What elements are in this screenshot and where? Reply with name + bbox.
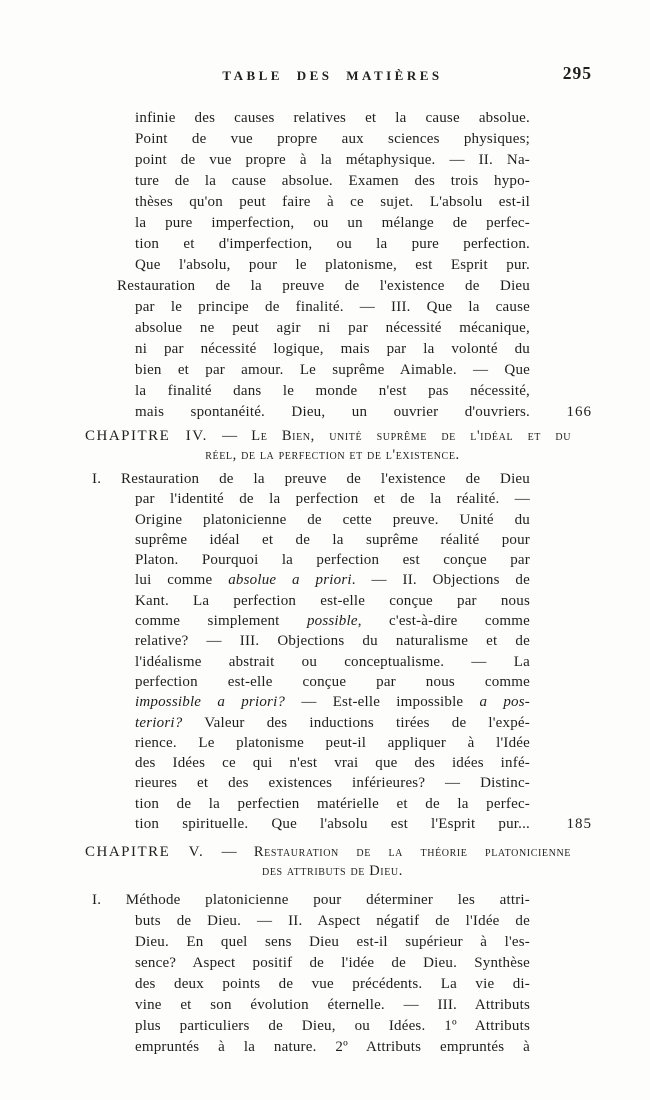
chapter-title: Le Bien, unité suprême de l'idéal et du: [251, 428, 572, 444]
toc-continuation-paragraph: [117, 108, 592, 423]
toc-line: rience. Le platonisme peut-il appliquer à l'Idée: [135, 734, 530, 751]
chapter-5-section-paragraph: [92, 890, 530, 1058]
toc-line-section-start: I. Méthode platonicienne pour déterminer les attri-: [92, 892, 530, 909]
chapter-title: Restauration de la théorie platonicienne: [253, 844, 571, 861]
italic-text: a pos-: [479, 694, 530, 711]
toc-line: relative? — III. Objections du naturalisme et de: [135, 633, 530, 650]
toc-line-text: mais spontanéité. Dieu, un ouvrier d'ouvriers.: [135, 404, 530, 420]
toc-line: buts de Dieu. — II. Aspect négatif de l'Idée de: [135, 913, 530, 930]
toc-line: l'idéalisme abstrait ou conceptualisme. — La: [135, 653, 530, 670]
toc-line: tion et d'imperfection, ou la pure perfection.: [135, 236, 530, 252]
toc-line: suprême idéal et de la suprême réalité pour: [135, 531, 530, 548]
toc-line: Dieu. En quel sens Dieu est-il supérieur à l'es-: [135, 934, 530, 951]
toc-line: des Idées ce qui n'est vrai que des idées infé-: [135, 755, 530, 772]
italic-text: teriori?: [135, 714, 183, 731]
toc-line: sence? Aspect positif de l'idée de Dieu. Synthèse: [135, 955, 530, 972]
toc-line: [135, 570, 530, 590]
toc-line: ni par nécessité logique, mais par la volonté du: [135, 341, 530, 357]
page-ref: 185: [566, 816, 592, 833]
toc-line-with-page: [135, 402, 592, 423]
toc-line: rieures et des existences inférieures? — Distinc-: [135, 775, 530, 792]
toc-line: tion de la perfectien matérielle et de la perfec-: [135, 795, 530, 812]
toc-line: bien et par amour. Le suprême Aimable. — Que: [135, 362, 530, 378]
page-ref: 166: [566, 404, 592, 420]
toc-line-segment: , c'est-à-dire comme: [357, 613, 530, 630]
italic-text: absolue a priori: [228, 572, 352, 589]
chapter-heading-line-2: des attributs de Dieu.: [262, 863, 403, 880]
chapter-label: CHAPITRE V.: [85, 844, 205, 861]
toc-line: la finalité dans le monde n'est pas nécessité,: [135, 383, 530, 399]
toc-line: ture de la cause absolue. Examen des trois hypo-: [135, 173, 530, 189]
italic-text: possible: [306, 613, 358, 630]
toc-line: [135, 692, 530, 712]
toc-line-segment: — Est-elle impossible: [285, 694, 480, 711]
toc-line: point de vue propre à la métaphysique. — II. Na-: [135, 152, 530, 168]
toc-line: des deux points de vue précédents. La vie di-: [135, 976, 530, 993]
toc-line-hanging: Restauration de la preuve de l'existence de Dieu: [117, 278, 530, 294]
toc-line-segment: lui comme: [135, 572, 229, 589]
chapter-4-section-paragraph: [92, 469, 592, 834]
chapter-heading-line-1: [85, 426, 571, 446]
chapter-label: CHAPITRE IV.: [85, 428, 208, 444]
chapter-4-heading: [85, 426, 572, 465]
italic-text: impossible a priori?: [135, 694, 286, 711]
toc-line: thèses qu'on peut faire à ce sujet. L'absolu est-il: [135, 194, 530, 210]
toc-line: la pure imperfection, ou un mélange de perfec-: [135, 215, 530, 231]
em-dash: —: [222, 428, 238, 444]
toc-line: Origine platonicienne de cette preuve. Unité du: [135, 511, 530, 528]
toc-line: [135, 713, 530, 733]
toc-line: perfection est-elle conçue par nous comme: [135, 673, 530, 690]
toc-line: Kant. La perfection est-elle conçue par nous: [135, 592, 530, 609]
running-head-title: TABLE DES MATIÈRES: [222, 68, 443, 83]
toc-line-text: tion spirituelle. Que l'absolu est l'Esprit pur...: [135, 816, 530, 833]
toc-line: empruntés à la nature. 2º Attributs empruntés à: [135, 1039, 530, 1056]
chapter-heading-line-2: réel, de la perfection et de l'existence.: [205, 447, 460, 463]
toc-line-with-page: [135, 814, 592, 834]
chapter-heading-line-1: [85, 842, 571, 862]
toc-line: plus particuliers de Dieu, ou Idées. 1º Attributs: [135, 1018, 530, 1035]
toc-line: Platon. Pourquoi la perfection est conçue par: [135, 552, 530, 569]
toc-line: Que l'absolu, pour le platonisme, est Esprit pur.: [135, 257, 530, 273]
toc-line: vine et son évolution éternelle. — III. Attributs: [135, 997, 530, 1014]
toc-line-section-start: I. Restauration de la preuve de l'existence de Dieu: [92, 471, 530, 487]
em-dash: —: [221, 844, 237, 861]
running-head-page-number: 295: [562, 63, 592, 83]
chapter-5-heading: [85, 842, 571, 881]
toc-line: par le principe de finalité. — III. Que la cause: [135, 299, 530, 315]
toc-line-segment: Valeur des inductions tirées de l'expé-: [182, 714, 530, 731]
toc-line: Point de vue propre aux sciences physiques;: [135, 131, 530, 147]
toc-line: absolue ne peut agir ni par nécessité mécanique,: [135, 320, 530, 336]
toc-line-segment: . — II. Objections de: [351, 572, 530, 589]
toc-line-segment: comme simplement: [135, 613, 307, 630]
toc-line: [135, 611, 530, 631]
toc-column: [85, 108, 592, 1058]
toc-line: infinie des causes relatives et la cause absolue.: [135, 110, 530, 126]
toc-line: par l'identité de la perfection et de la réalité. —: [135, 491, 530, 508]
